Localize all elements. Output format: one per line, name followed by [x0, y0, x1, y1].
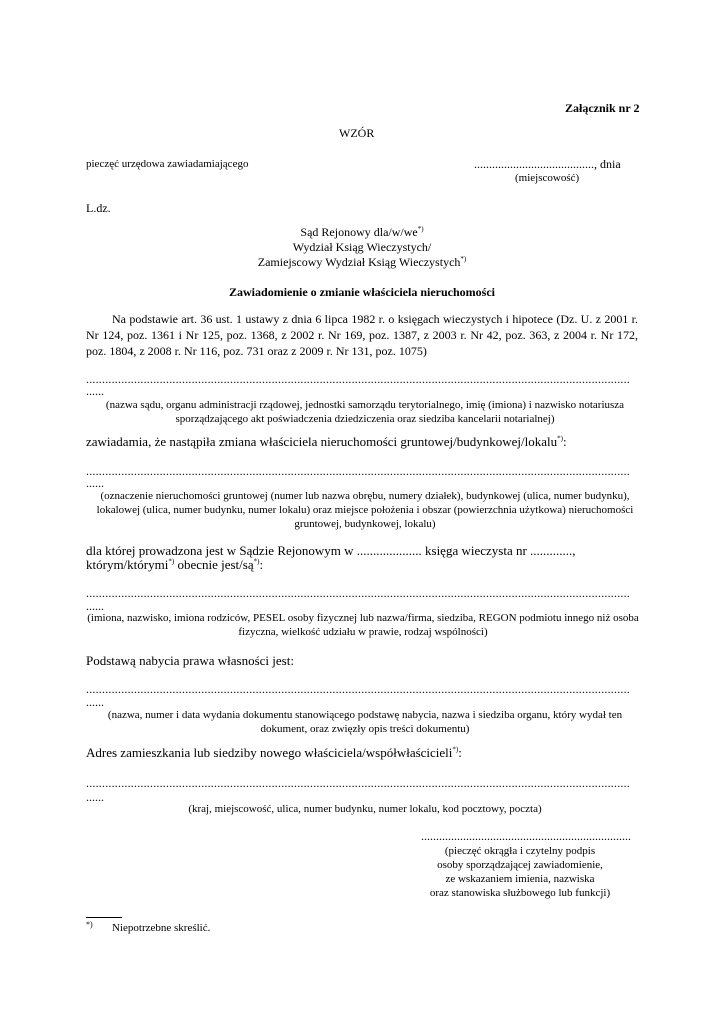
footnote-marker: *) — [417, 225, 424, 233]
signature-caption-4: oraz stanowiska służbowego lub funkcji) — [429, 887, 611, 899]
template-label: WZÓR — [339, 126, 375, 140]
fill-line-5-tail: ...... — [86, 790, 104, 804]
court-line-1: Sąd Rejonowy dla/w/we*) — [300, 225, 424, 239]
section-3-caption: (imiona, nazwisko, imiona rodziców, PESEL osoby fizycznej lub nazwa/firma, siedziba, REGON podmiotu innego niż osoba fizyczna, wielkość udziału w prawie, rodzaj wspólności) — [87, 612, 639, 638]
fill-line-5: .......................................................................................................................................................................... — [86, 776, 630, 790]
footnote-marker: *) — [557, 434, 563, 443]
section-5-caption: (kraj, miejscowość, ulica, numer budynku, numer lokalu, kod pocztowy, poczta) — [188, 803, 542, 815]
footnote-mark: *) — [86, 920, 93, 929]
signature-caption-1: (pieczęć okrągła i czytelny podpis — [444, 845, 596, 857]
fill-line-4: .......................................................................................................................................................................... — [86, 682, 630, 696]
footnote-marker: *) — [452, 745, 459, 754]
fill-line-1-tail: ...... — [86, 384, 104, 398]
footnote-marker: *) — [460, 255, 467, 263]
section-2-caption: (oznaczenie nieruchomości gruntowej (numer lub nazwa obrębu, numery działek), budynkowej (ulica, numer budynku), lokalowej (ulica, numer budynku, numer lokalu) oraz miejsce położenia i obszar (powierzchnia użytkowa) nieruchomości gruntowej, budynkowej, lokalu) — [96, 490, 634, 530]
footnote-separator — [86, 917, 122, 918]
signature-caption-3: ze wskazaniem imienia, nazwiska — [445, 873, 595, 885]
fill-line-4-tail: ...... — [86, 695, 104, 709]
legal-basis-paragraph: Na podstawie art. 36 ust. 1 ustawy z dnia 6 lipca 1982 r. o księgach wieczystych i hipotece (Dz. U. z 2001 r. Nr 124, poz. 1361 i Nr 125, poz. 1368, z 2002 r. Nr 169, poz. 1387, z 2003 r. Nr 42, poz. 363, z 2004 r. Nr 172, poz. 1804, z 2008 r. Nr 116, poz. 731 oraz z 2009 r. Nr 131, poz. 1075) — [86, 312, 638, 358]
stamp-caption: pieczęć urzędowa zawiadamiającego — [86, 158, 249, 170]
place-caption: (miejscowość) — [515, 172, 580, 184]
fill-line-3-tail: ...... — [86, 599, 104, 613]
register-line-1: dla której prowadzona jest w Sądzie Rejonowym w .................... księga wieczysta nr ............., — [86, 543, 576, 558]
annex-label: Załącznik nr 2 — [565, 101, 640, 115]
footnote-marker: *) — [168, 557, 175, 566]
footnote-marker: *) — [253, 557, 260, 566]
address-label: Adres zamieszkania lub siedziby nowego właściciela/współwłaścicieli*): — [86, 745, 462, 760]
section-4-caption: (nazwa, numer i data wydania dokumentu stanowiącego podstawę nabycia, nazwa i siedziba organu, który wydał ten dokument, oraz zwięzły opis treści dokumentu) — [107, 709, 623, 735]
fill-line-3: .......................................................................................................................................................................... — [86, 586, 630, 600]
fill-line-1: .......................................................................................................................................................................... — [86, 372, 630, 386]
court-line-3: Zamiejscowy Wydział Ksiąg Wieczystych*) — [257, 255, 467, 269]
place-date-line: ........................................, dnia — [474, 157, 621, 171]
signature-line: ...................................................................... — [421, 829, 631, 843]
fill-line-2: .......................................................................................................................................................................... — [86, 464, 630, 478]
document-title: Zawiadomienie o zmianie właściciela nieruchomości — [229, 285, 495, 299]
notification-statement: zawiadamia, że nastąpiła zmiana właściciela nieruchomości gruntowej/budynkowej/lokalu*): — [86, 434, 567, 449]
acquisition-basis-label: Podstawą nabycia prawa własności jest: — [86, 653, 294, 668]
section-1-caption: (nazwa sądu, organu administracji rządowej, jednostki samorządu terytorialnego, imię (imiona) i nazwisko notariusza sporządzającego akt poświadczenia dziedziczenia oraz siedziba kancelarii notarialnej) — [105, 399, 625, 425]
court-line-2: Wydział Ksiąg Wieczystych/ — [292, 240, 432, 254]
register-line-2: którym/którymi*) obecnie jest/są*): — [86, 557, 264, 572]
fill-line-2-tail: ...... — [86, 476, 104, 490]
ldz-label: L.dz. — [86, 201, 111, 215]
signature-caption-2: osoby sporządzającej zawiadomienie, — [437, 859, 603, 871]
footnote-text: Niepotrzebne skreślić. — [112, 922, 211, 934]
